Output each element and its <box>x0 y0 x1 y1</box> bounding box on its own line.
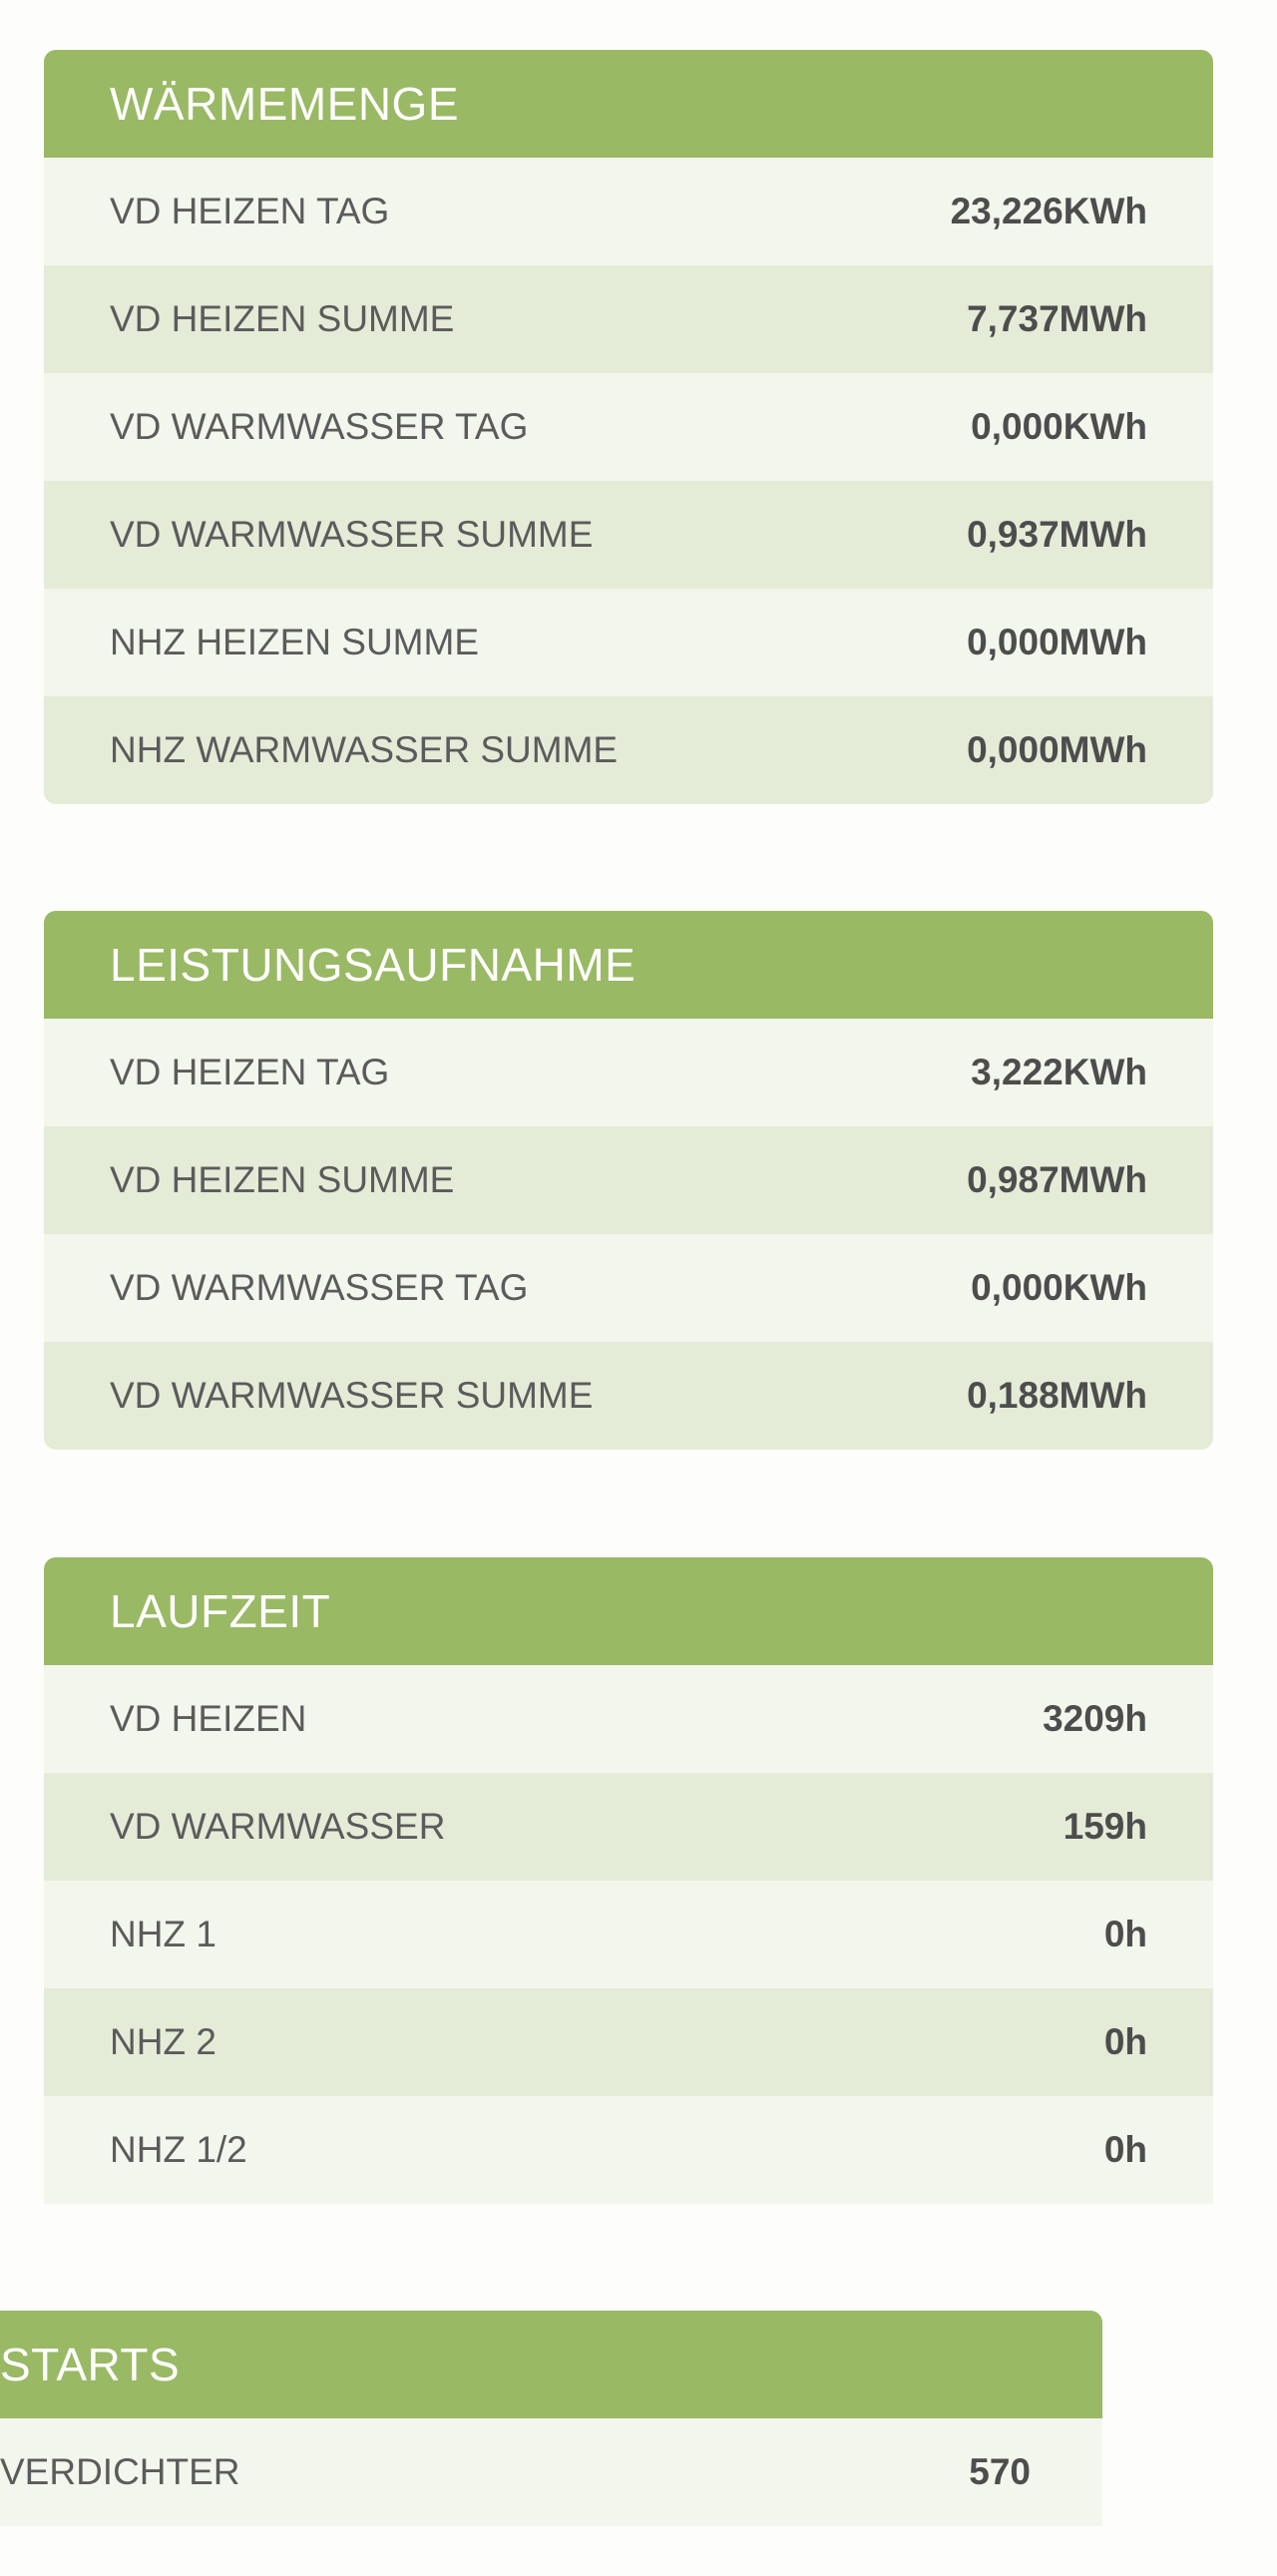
row-value: 0,000KWh <box>971 406 1147 447</box>
row-value: 0,000KWh <box>971 1267 1147 1308</box>
table-row <box>44 2096 1213 2204</box>
row-value: 23,226KWh <box>950 191 1147 231</box>
laufzeit-card <box>44 1557 1213 2204</box>
row-label: VD WARMWASSER SUMME <box>110 514 594 555</box>
row-value: 0,188MWh <box>967 1375 1147 1416</box>
row-label: VD HEIZEN <box>110 1698 307 1739</box>
table-row <box>44 1342 1213 1450</box>
row-label: NHZ 1 <box>110 1914 216 1954</box>
table-row <box>44 481 1213 589</box>
row-label: NHZ HEIZEN SUMME <box>110 622 479 662</box>
table-row <box>44 1019 1213 1126</box>
row-label: NHZ WARMWASSER SUMME <box>110 729 619 770</box>
row-value: 0,937MWh <box>967 514 1147 555</box>
table-row <box>44 1234 1213 1342</box>
row-value: 0,987MWh <box>967 1159 1147 1200</box>
starts-header: STARTS <box>0 2311 1102 2418</box>
row-label: VD WARMWASSER <box>110 1806 446 1847</box>
table-row <box>44 1773 1213 1881</box>
table-row <box>44 1881 1213 1988</box>
table-row <box>0 2418 1102 2526</box>
row-label: NHZ 1/2 <box>110 2129 247 2170</box>
row-label: VD HEIZEN SUMME <box>110 1159 455 1200</box>
table-row <box>44 265 1213 373</box>
row-label: VD HEIZEN TAG <box>110 191 390 231</box>
table-row <box>44 1665 1213 1773</box>
table-row <box>44 696 1213 804</box>
waermemenge-header: WÄRMEMENGE <box>44 50 1213 158</box>
table-row <box>44 158 1213 265</box>
row-label: VD WARMWASSER SUMME <box>110 1375 594 1416</box>
row-value: 0h <box>1103 1914 1147 1954</box>
waermemenge-card <box>44 50 1213 804</box>
row-label: VERDICHTER <box>0 2451 240 2492</box>
row-value: 3,222KWh <box>971 1052 1147 1092</box>
row-label: VD HEIZEN TAG <box>110 1052 390 1092</box>
row-label: VD HEIZEN SUMME <box>110 298 455 339</box>
leistungsaufnahme-header: LEISTUNGSAUFNAHME <box>44 911 1213 1019</box>
row-value: 0h <box>1103 2129 1147 2170</box>
row-value: 0h <box>1103 2021 1147 2062</box>
table-row <box>44 589 1213 696</box>
row-value: 570 <box>969 2451 1031 2492</box>
row-value: 3209h <box>1043 1698 1147 1739</box>
row-value: 0,000MWh <box>967 729 1147 770</box>
starts-card <box>0 2311 1102 2526</box>
row-label: VD WARMWASSER TAG <box>110 406 529 447</box>
table-row <box>44 373 1213 481</box>
row-value: 0,000MWh <box>967 622 1147 662</box>
leistungsaufnahme-card <box>44 911 1213 1450</box>
table-row <box>44 1988 1213 2096</box>
row-label: VD WARMWASSER TAG <box>110 1267 529 1308</box>
row-label: NHZ 2 <box>110 2021 216 2062</box>
table-row <box>44 1126 1213 1234</box>
row-value: 7,737MWh <box>967 298 1147 339</box>
laufzeit-header: LAUFZEIT <box>44 1557 1213 1665</box>
row-value: 159h <box>1063 1806 1147 1847</box>
